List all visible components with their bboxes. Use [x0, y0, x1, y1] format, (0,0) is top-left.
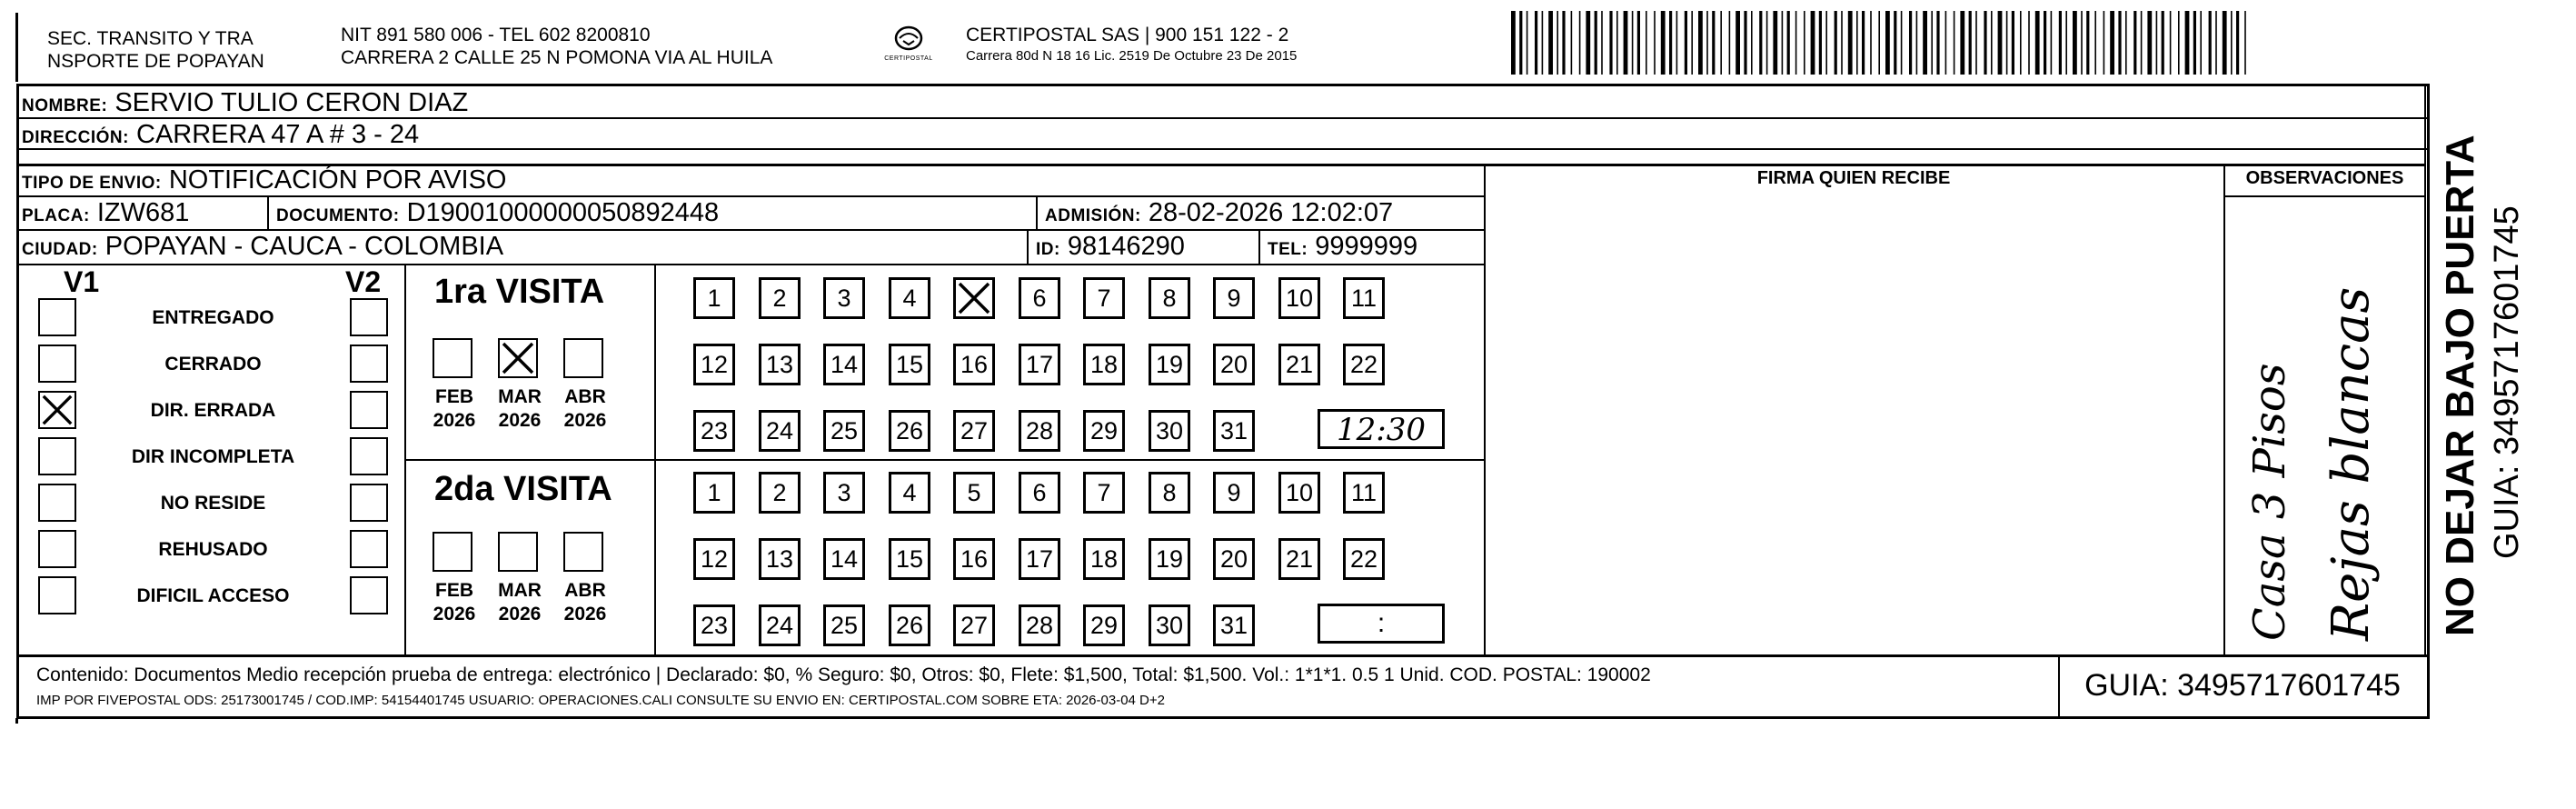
day-box: 12: [693, 538, 735, 580]
id-value: 98146290: [1067, 232, 1185, 261]
day-box: 14: [823, 538, 865, 580]
day-box: 22: [1343, 538, 1385, 580]
v1-checkbox: [38, 345, 76, 383]
direccion-label: DIRECCIÓN:: [22, 128, 129, 147]
day-box: 18: [1083, 344, 1125, 385]
month-year: 2026: [433, 604, 476, 624]
col-line: [2424, 164, 2426, 654]
footer-imp: IMP POR FIVEPOSTAL ODS: 25173001745 / COD.IMP: 54154401745 USUARIO: OPERACIONES.CALI CONSULTE SU ENVIO EN: CERTIPOSTAL.COM SOBRE ETA: 2026-03-04 D+2: [36, 693, 1165, 708]
nombre-value: SERVIO TULIO CERON DIAZ: [114, 88, 469, 117]
visit2-time-value: :: [1377, 608, 1386, 638]
month-checkbox: [563, 532, 603, 572]
day-box: 31: [1213, 604, 1255, 646]
day-box: 30: [1149, 604, 1190, 646]
day-box: 14: [823, 344, 865, 385]
tipo-row: [22, 165, 507, 199]
day-box: 19: [1149, 344, 1190, 385]
day-box: 3: [823, 277, 865, 319]
id-label: ID:: [1036, 240, 1060, 259]
day-box: 28: [1019, 410, 1060, 452]
day-box: 26: [889, 410, 930, 452]
license-line: Carrera 80d N 18 16 Lic. 2519 De Octubre 23 De 2015: [966, 48, 1298, 64]
month-label: [425, 579, 483, 626]
side-guia-text: GUIA: 3495717601745: [2488, 205, 2526, 559]
month-label: [491, 579, 549, 626]
ciudad-value: POPAYAN - CAUCA - COLOMBIA: [104, 232, 504, 261]
col-line: [1484, 164, 1486, 654]
company-line: CERTIPOSTAL SAS | 900 151 122 - 2: [966, 25, 1289, 45]
col-line: [267, 195, 269, 229]
day-box: 17: [1019, 344, 1060, 385]
nit-block: [341, 24, 772, 69]
month-year: 2026: [563, 410, 607, 431]
day-box: 19: [1149, 538, 1190, 580]
day-box: 27: [953, 410, 995, 452]
state-label: DIR. ERRADA: [150, 400, 276, 421]
month-label: [425, 385, 483, 433]
placa-label: PLACA:: [22, 206, 90, 225]
month-checkbox-checked: [498, 338, 538, 378]
row-line: [2223, 195, 2424, 197]
col-line: [2223, 164, 2225, 654]
month-checkbox: [498, 532, 538, 572]
day-box: 15: [889, 538, 930, 580]
documento-label: DOCUMENTO:: [276, 206, 400, 225]
nombre-row: [22, 87, 468, 122]
day-box: 29: [1083, 604, 1125, 646]
month-checkbox: [433, 532, 472, 572]
month-name: MAR: [498, 386, 542, 407]
placa-cell: [22, 197, 189, 232]
tipo-label: TIPO DE ENVIO:: [22, 174, 162, 193]
state-label: DIFICIL ACCESO: [136, 585, 290, 606]
v2-checkbox: [350, 437, 388, 475]
address-line: CARRERA 2 CALLE 25 N POMONA VIA AL HUILA: [341, 47, 773, 68]
v1-checkbox: [38, 437, 76, 475]
v1-checkbox: [38, 298, 76, 336]
day-box: 18: [1083, 538, 1125, 580]
placa-value: IZW681: [96, 198, 190, 227]
day-box: 10: [1278, 472, 1320, 514]
day-box: 2: [759, 277, 801, 319]
day-box: 21: [1278, 538, 1320, 580]
day-box: 11: [1343, 472, 1385, 514]
month-name: ABR: [564, 386, 606, 407]
day-box: 6: [1019, 472, 1060, 514]
day-box: 11: [1343, 277, 1385, 319]
tel-cell: [1268, 231, 1417, 265]
footer-content: Contenido: Documentos Medio recepción prueba de entrega: electrónico | Declarado: $0, % Seguro: $0, Otros: $0, Flete: $1,500, Total: $1,500. Vol.: 1*1*1. 0.5 1 Unid. COD. POSTAL: 190002: [36, 664, 1651, 685]
col-line: [2424, 84, 2426, 164]
day-box: 25: [823, 604, 865, 646]
tel-value: 9999999: [1315, 232, 1418, 261]
month-checkbox: [563, 338, 603, 378]
ciudad-cell: [22, 231, 503, 265]
v1-checkbox: [38, 530, 76, 568]
month-year: 2026: [498, 410, 542, 431]
day-box: 7: [1083, 472, 1125, 514]
month-label: [491, 385, 549, 433]
v2-checkbox: [350, 298, 388, 336]
id-cell: [1036, 231, 1185, 265]
documento-value: D19001000000050892448: [406, 198, 720, 227]
day-box: 4: [889, 472, 930, 514]
day-box: 15: [889, 344, 930, 385]
day-box: 24: [759, 410, 801, 452]
observation-line-1: Casa 3 Pisos: [2244, 363, 2295, 641]
barcode: [1511, 11, 2252, 75]
documento-cell: [276, 197, 719, 232]
month-name: ABR: [564, 580, 606, 601]
day-box: 12: [693, 344, 735, 385]
visit2-title: 2da VISITA: [434, 470, 612, 508]
firma-header: FIRMA QUIEN RECIBE: [1756, 168, 1951, 188]
state-label: REHUSADO: [158, 539, 268, 560]
month-year: 2026: [563, 604, 607, 624]
day-box: 10: [1278, 277, 1320, 319]
admision-value: 28-02-2026 12:02:07: [1148, 198, 1394, 227]
day-box: 16: [953, 538, 995, 580]
day-box: 21: [1278, 344, 1320, 385]
observaciones-header: OBSERVACIONES: [2245, 168, 2404, 188]
admision-cell: [1045, 197, 1393, 232]
tel-label: TEL:: [1268, 240, 1308, 259]
day-box: 1: [693, 472, 735, 514]
day-box: 8: [1149, 277, 1190, 319]
day-box: 1: [693, 277, 735, 319]
v1-header: V1: [64, 265, 100, 298]
day-box: 20: [1213, 344, 1255, 385]
state-label: ENTREGADO: [152, 307, 274, 328]
month-name: FEB: [435, 386, 473, 407]
day-box: 20: [1213, 538, 1255, 580]
day-box: 26: [889, 604, 930, 646]
state-label: NO RESIDE: [160, 493, 266, 514]
month-label: [556, 385, 614, 433]
v2-header: V2: [345, 265, 382, 298]
col-line: [1036, 195, 1038, 229]
sender-block: [47, 27, 264, 73]
direccion-value: CARRERA 47 A # 3 - 24: [136, 120, 420, 149]
day-box: 2: [759, 472, 801, 514]
v1-checkbox: [38, 484, 76, 522]
v2-checkbox: [350, 345, 388, 383]
day-box: 6: [1019, 277, 1060, 319]
month-checkbox: [433, 338, 472, 378]
day-box: 9: [1213, 277, 1255, 319]
day-box: 13: [759, 538, 801, 580]
v2-checkbox: [350, 484, 388, 522]
visit1-time-value: 12:30: [1337, 412, 1426, 448]
no-dejar-text: NO DEJAR BAJO PUERTA: [2438, 135, 2482, 636]
logo-text: CERTIPOSTAL: [884, 55, 933, 62]
company-block: [966, 24, 1297, 66]
month-year: 2026: [433, 410, 476, 431]
day-box: 9: [1213, 472, 1255, 514]
admision-label: ADMISIÓN:: [1045, 206, 1141, 225]
state-label: DIR INCOMPLETA: [131, 446, 295, 467]
col-line: [1027, 229, 1029, 264]
col-line: [1258, 229, 1260, 264]
day-box: 23: [693, 604, 735, 646]
day-box: 25: [823, 410, 865, 452]
day-box: 30: [1149, 410, 1190, 452]
day-box: 16: [953, 344, 995, 385]
direccion-row: [22, 119, 419, 154]
day-box: 31: [1213, 410, 1255, 452]
day-box: 5: [953, 472, 995, 514]
v1-checkbox: [38, 576, 76, 614]
day-box: 28: [1019, 604, 1060, 646]
day-box: 8: [1149, 472, 1190, 514]
guia-box: GUIA: 3495717601745: [2084, 668, 2401, 703]
nit-line: NIT 891 580 006 - TEL 602 8200810: [341, 25, 651, 45]
logo-icon: [890, 24, 927, 55]
day-box: 13: [759, 344, 801, 385]
day-box: 17: [1019, 538, 1060, 580]
day-box: 3: [823, 472, 865, 514]
visit1-title: 1ra VISITA: [434, 273, 605, 311]
sender-line-2: NSPORTE DE POPAYAN: [47, 51, 264, 72]
day-box: 22: [1343, 344, 1385, 385]
day-box-crossed: [953, 277, 995, 319]
day-box: 29: [1083, 410, 1125, 452]
month-year: 2026: [498, 604, 542, 624]
v2-checkbox: [350, 576, 388, 614]
day-box: 4: [889, 277, 930, 319]
day-box: 24: [759, 604, 801, 646]
month-name: MAR: [498, 580, 542, 601]
tipo-value: NOTIFICACIÓN POR AVISO: [168, 165, 507, 195]
month-label: [556, 579, 614, 626]
v2-checkbox: [350, 530, 388, 568]
certipostal-logo: [877, 24, 940, 71]
sender-line-1: SEC. TRANSITO Y TRA: [47, 28, 254, 49]
day-box: 7: [1083, 277, 1125, 319]
visit-split-line: [404, 459, 1484, 461]
v1-checkbox-checked: [38, 391, 76, 429]
nombre-label: NOMBRE:: [22, 96, 108, 115]
month-name: FEB: [435, 580, 473, 601]
day-box: 27: [953, 604, 995, 646]
ciudad-label: CIUDAD:: [22, 240, 98, 259]
day-box: 23: [693, 410, 735, 452]
left-margin-rule: [15, 13, 18, 82]
observation-line-2: Rejas blancas: [2322, 286, 2381, 641]
v2-checkbox: [350, 391, 388, 429]
visit1-time-box: [1318, 409, 1445, 449]
visit2-time-box: [1318, 604, 1445, 644]
state-label: CERRADO: [164, 354, 262, 375]
